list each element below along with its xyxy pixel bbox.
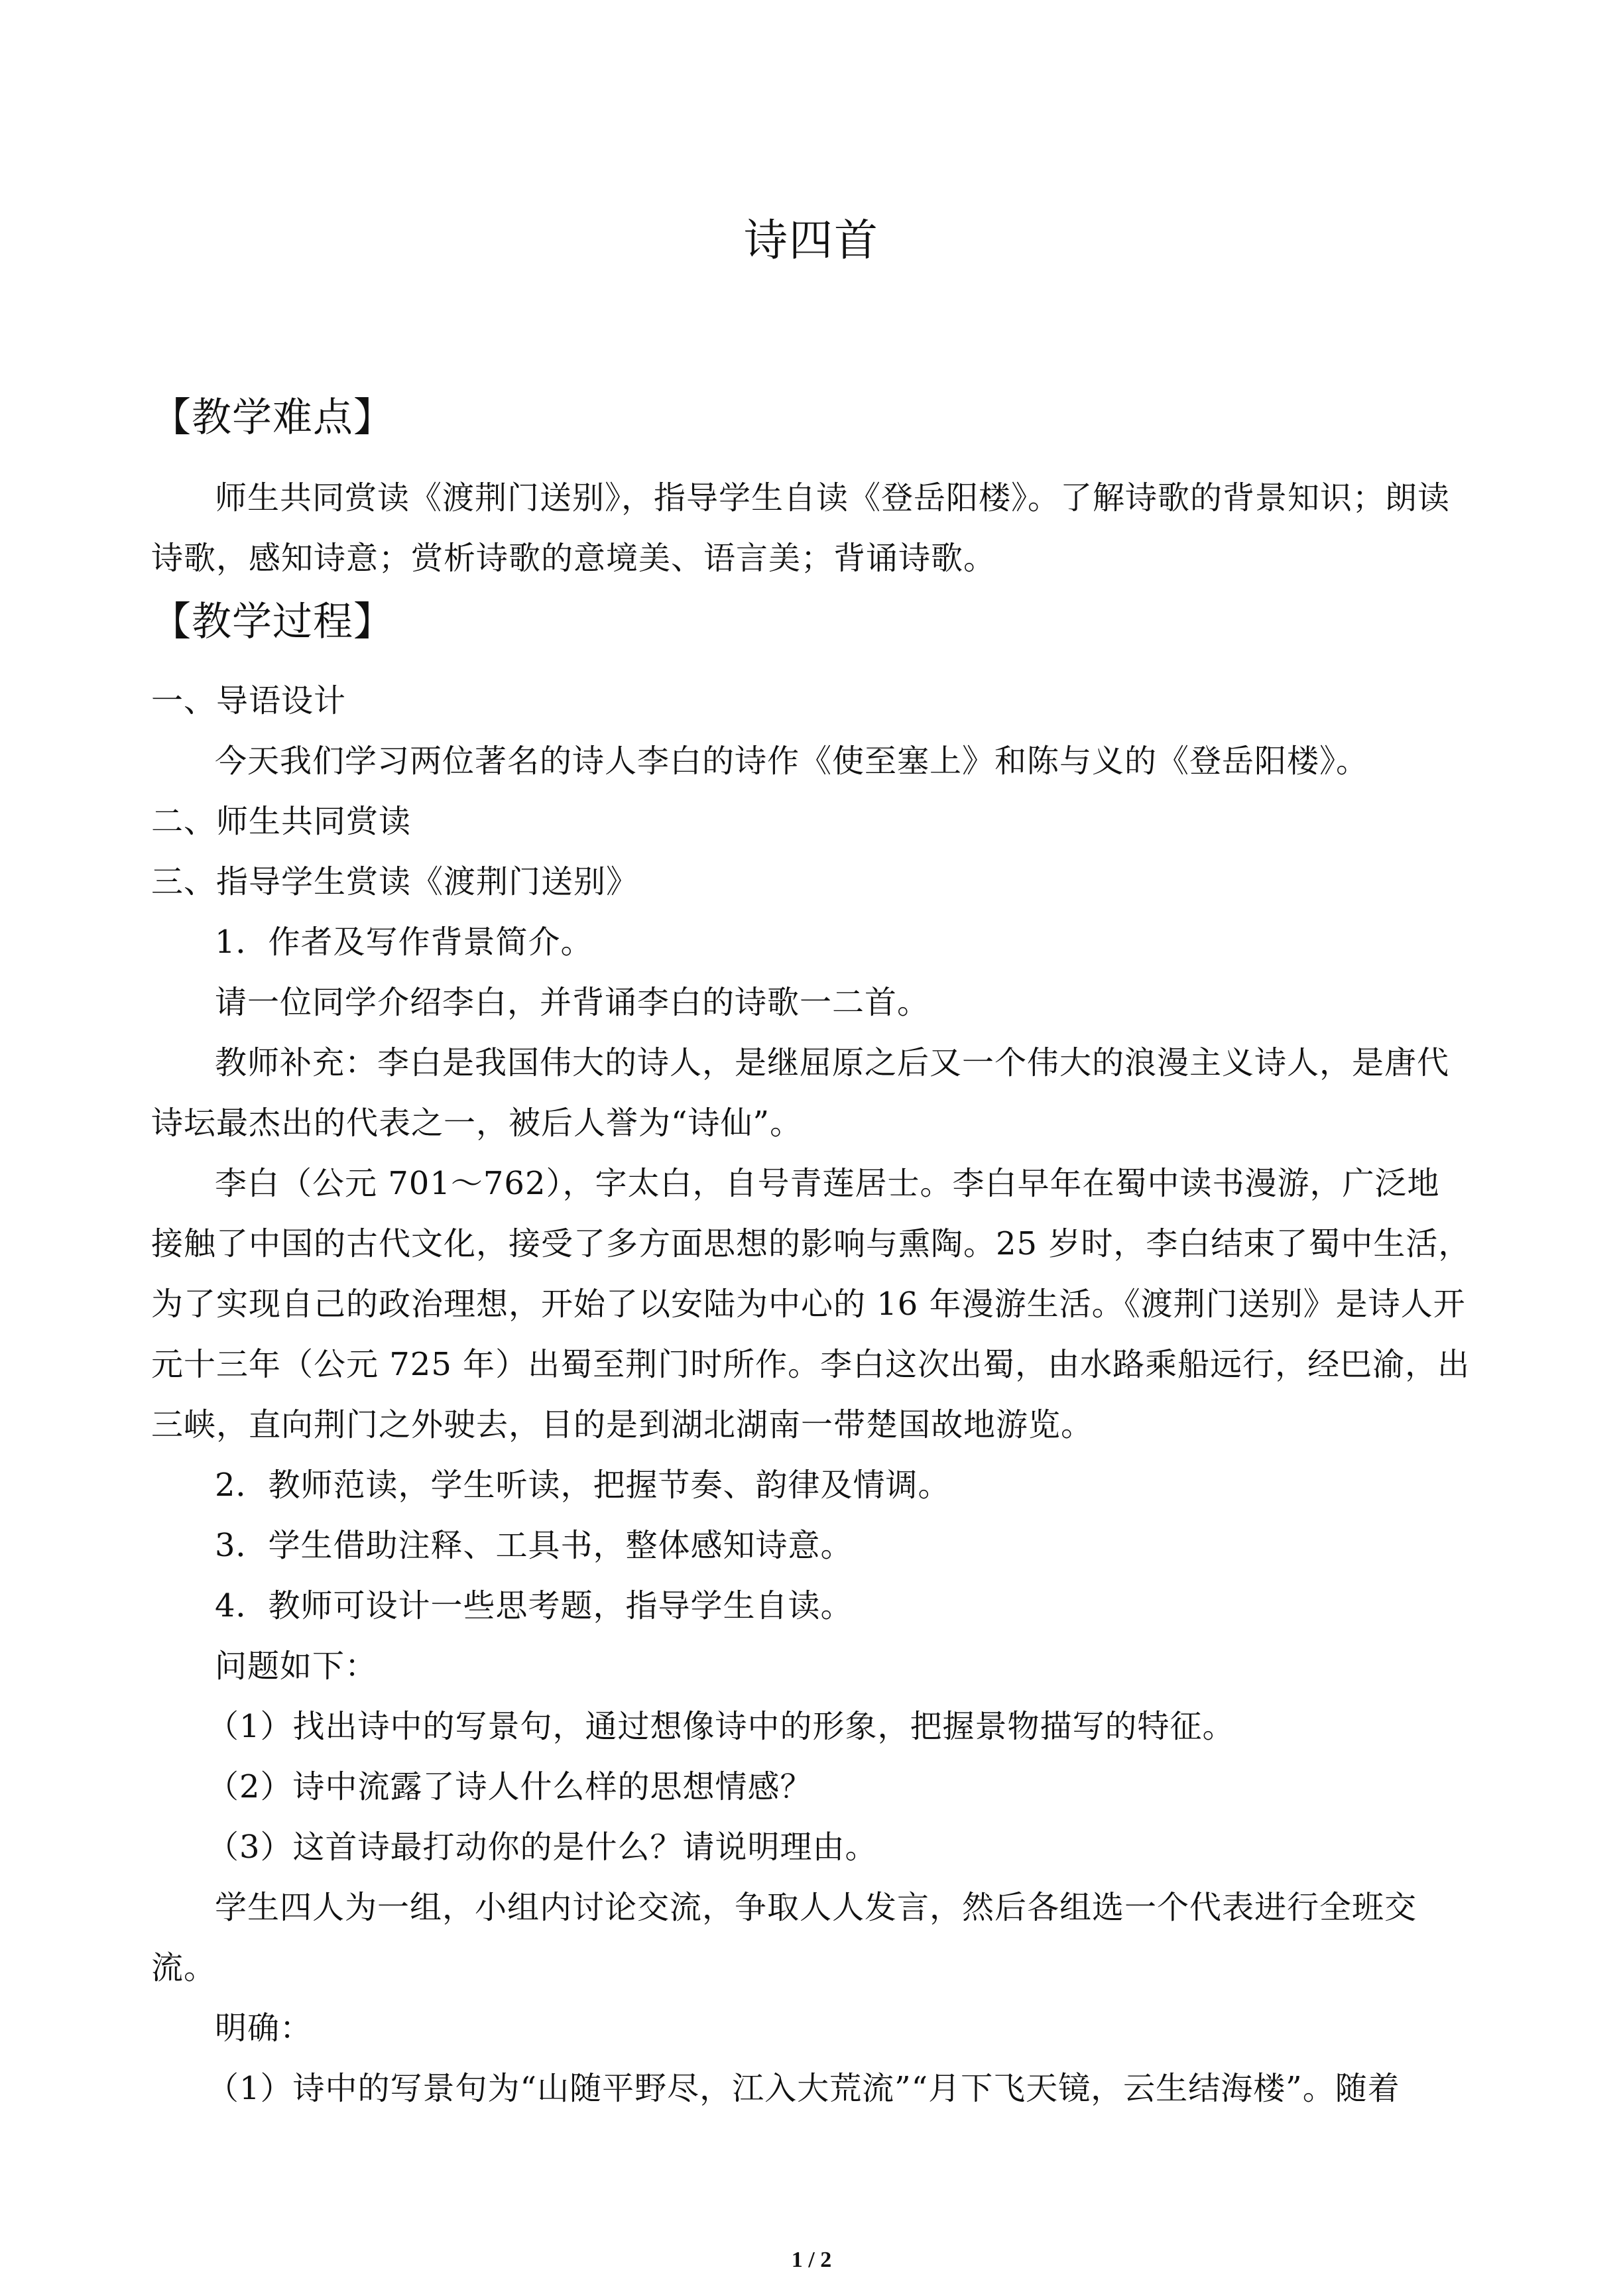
item-1: 1．作者及写作背景简介。 <box>215 924 593 961</box>
question-3: （3）这首诗最打动你的是什么？请说明理由。 <box>207 1829 878 1866</box>
heading-process: 【教学过程】 <box>151 599 394 645</box>
page-title: 诗四首 <box>744 215 879 266</box>
question-2: （2）诗中流露了诗人什么样的思想情感？ <box>207 1768 813 1805</box>
difficulty-text: 师生共同赏读《渡荆门送别》，指导学生自读《登岳阳楼》。了解诗歌的背景知识；朗读诗歌，感知诗意；赏析诗歌的意境美、语言美；背诵诗歌。 <box>151 479 1451 577</box>
clarify-label: 明确： <box>215 2010 313 2047</box>
answer-1: （1）诗中的写景句为“山随平野尽，江入大荒流”“月下飞天镜，云生结海楼”。随着 <box>207 2070 1400 2107</box>
process-body <box>151 671 1472 2119</box>
questions-intro: 问题如下： <box>215 1648 378 1685</box>
item-4: 4．教师可设计一些思考题，指导学生自读。 <box>215 1587 853 1624</box>
section-2-heading: 二、师生共同赏读 <box>151 803 412 840</box>
item-2: 2．教师范读，学生听读，把握节奏、韵律及情调。 <box>215 1467 951 1504</box>
item-1-paragraph-1: 请一位同学介绍李白，并背诵李白的诗歌一二首。 <box>215 984 930 1021</box>
section-3-heading: 三、指导学生赏读《渡荆门送别》 <box>151 863 639 900</box>
item-1-paragraph-3: 李白（公元 701～762），字太白，自号青莲居士。李白早年在蜀中读书漫游，广泛地接触了中国的古代文化，接受了多方面思想的影响与熏陶。25 岁时，李白结束了蜀中生活，为了实现自己的政治理想，开始了以安陆为中心的 16 年漫游生活。《渡荆门送别》是诗人开元十三年（公元 725 年）出蜀至荆门时所作。李白这次出蜀，由水路乘船远行，经巴渝，出三峡，直向荆门之外驶去，目的是到湖北湖南一带楚国故地游览。 <box>151 1165 1471 1443</box>
group-discussion-text: 学生四人为一组，小组内讨论交流，争取人人发言，然后各组选一个代表进行全班交流。 <box>151 1889 1417 1986</box>
difficulty-paragraph <box>151 468 1472 589</box>
heading-difficulty: 【教学难点】 <box>151 394 394 441</box>
question-1: （1）找出诗中的写景句，通过想像诗中的形象，把握景物描写的特征。 <box>207 1708 1235 1745</box>
page-number: 1 / 2 <box>791 2248 832 2272</box>
item-3: 3．学生借助注释、工具书，整体感知诗意。 <box>215 1527 853 1564</box>
item-1-paragraph-2: 教师补充：李白是我国伟大的诗人，是继屈原之后又一个伟大的浪漫主义诗人，是唐代诗坛最杰出的代表之一，被后人誉为“诗仙”。 <box>151 1044 1450 1142</box>
section-1-heading: 一、导语设计 <box>151 682 347 719</box>
section-1-text: 今天我们学习两位著名的诗人李白的诗作《使至塞上》和陈与义的《登岳阳楼》。 <box>215 743 1369 780</box>
